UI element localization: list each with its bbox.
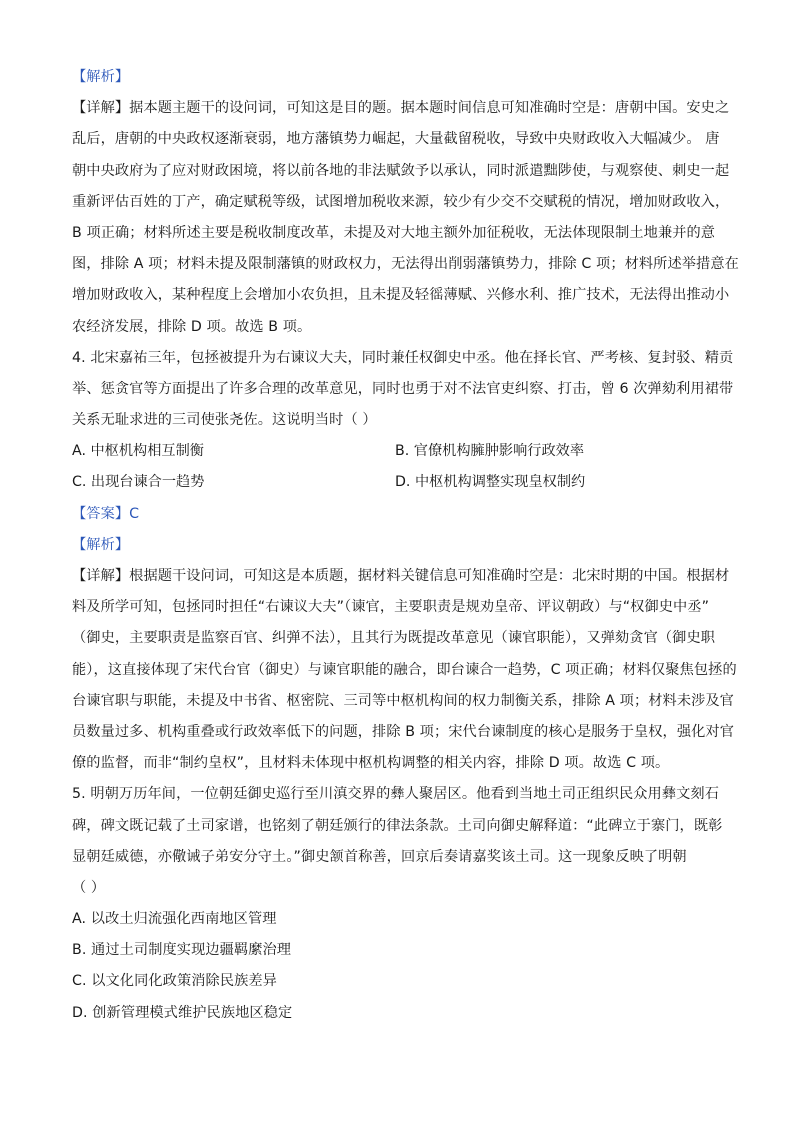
q3-detail-line: 朝中央政府为了应对财政困境，将以前各地的非法赋敛予以承认，同时派遣黜陟使，与观察使、刺史一起 [72,162,730,179]
q3-detail-line: 增加财政收入，某种程度上会增加小农负担，且未提及轻徭薄赋、兴修水利、推广技术，无法得出推动小 [72,287,730,304]
q4-detail-line: 台谏官职与职能，未提及中书省、枢密院、三司等中枢机构间的权力制衡关系，排除 A 项；材料未涉及官 [72,692,734,709]
q5-stem-line: 5. 明朝万历年间，一位朝廷御史巡行至川滇交界的彝人聚居区。他看到当地土司正组织民众用彝文刻石 [72,786,719,803]
q3-detail-line: 重新评估百姓的丁产，确定赋税等级，试图增加税收来源，较少有少交不交赋税的情况，增加财政收入， [72,193,730,210]
q4-analysis-label: 【解析】 [72,536,130,553]
q3-detail-line: 乱后，唐朝的中央政权逐渐衰弱，地方藩镇势力崛起，大量截留税收，导致中央财政收入大幅减少。 唐 [72,131,720,148]
q4-stem-line: 关系无耻求进的三司使张尧佐。这说明当时（ ） [72,412,377,429]
q4-option-c[interactable]: C. 出现台谏合一趋势 [72,474,205,491]
q3-detail-line: B 项正确；材料所述主要是税收制度改革，未提及对大地主额外加征税收，无法体现限制土地兼并的意 [72,224,716,241]
q4-option-a[interactable]: A. 中枢机构相互制衡 [72,443,204,460]
q3-detail-line: 【详解】据本题主题干的设问词，可知这是目的题。据本题时间信息可知准确时空是：唐朝中国。安史之 [72,100,730,117]
q5-stem-line: 显朝廷威德，亦儆诫子弟安分守土。”御史颔首称善，回京后奏请嘉奖该土司。这一现象反映了明朝 [72,848,687,865]
q3-detail-line: 图，排除 A 项；材料未提及限制藩镇的财政权力，无法得出削弱藩镇势力，排除 C 项；材料所述举措意在 [72,256,739,273]
q5-option-a[interactable]: A. 以改土归流强化西南地区管理 [72,911,277,928]
q3-analysis-label: 【解析】 [72,69,130,85]
q4-stem-line: 4. 北宋嘉祐三年，包拯被提升为右谏议大夫，同时兼任权御史中丞。他在择长官、严考核、复封驳、精贡 [72,349,734,366]
q5-stem [72,779,722,904]
q5-option-d[interactable]: D. 创新管理模式维护民族地区稳定 [72,1004,293,1021]
q4-detail-line: 料及所学可知，包拯同时担任“右谏议大夫”（谏官，主要职责是规劝皇帝、评议朝政）与“权御史中丞” [72,599,710,616]
document-page [72,62,739,1029]
q4-options-row-1 [72,436,722,467]
q5-option-b[interactable]: B. 通过土司制度实现边疆羁縻治理 [72,942,292,959]
q4-detail-line: （御史，主要职责是监察百官、纠弹不法），且其行为既提改革意见（谏官职能），又弹劾贪官（御史职 [72,630,716,647]
q4-detail [72,561,737,779]
q4-option-b[interactable]: B. 官僚机构臃肿影响行政效率 [395,443,585,460]
q4-stem [72,343,734,437]
q4-detail-line: 能），这直接体现了宋代台官（御史）与谏官职能的融合，即台谏合一趋势，C 项正确；材料仅聚焦包拯的 [72,661,737,678]
q5-option-c[interactable]: C. 以文化同化政策消除民族差异 [72,973,277,990]
q4-detail-line: 僚的监督，而非“制约皇权”，且材料未体现中枢机构调整的相关内容，排除 D 项。故选 C 项。 [72,755,670,772]
q4-option-d[interactable]: D. 中枢机构调整实现皇权制约 [395,474,586,491]
q4-options-row-2 [72,467,722,498]
q5-options [72,904,722,1029]
q5-stem-line: 碑，碑文既记载了土司家谱，也铭刻了朝廷颁行的律法条款。土司向御史解释道：“此碑立于寨门，既彰 [72,817,723,834]
q5-stem-line: （ ） [72,879,106,896]
q3-detail [72,93,739,343]
q4-stem-line: 举、惩贪官等方面提出了许多合理的改革意见，同时也勇于对不法官吏纠察、打击，曾 6 次弹劾利用裙带 [72,380,734,397]
q4-answer: 【答案】C [72,505,140,522]
q4-detail-line: 员数量过多、机构重叠或行政效率低下的问题，排除 B 项；宋代台谏制度的核心是服务于皇权，强化对官 [72,723,734,740]
q3-detail-line: 农经济发展，排除 D 项。故选 B 项。 [72,318,312,335]
q4-detail-line: 【详解】根据题干设问词，可知这是本质题，据材料关键信息可知准确时空是：北宋时期的中国。根据材 [72,568,730,584]
